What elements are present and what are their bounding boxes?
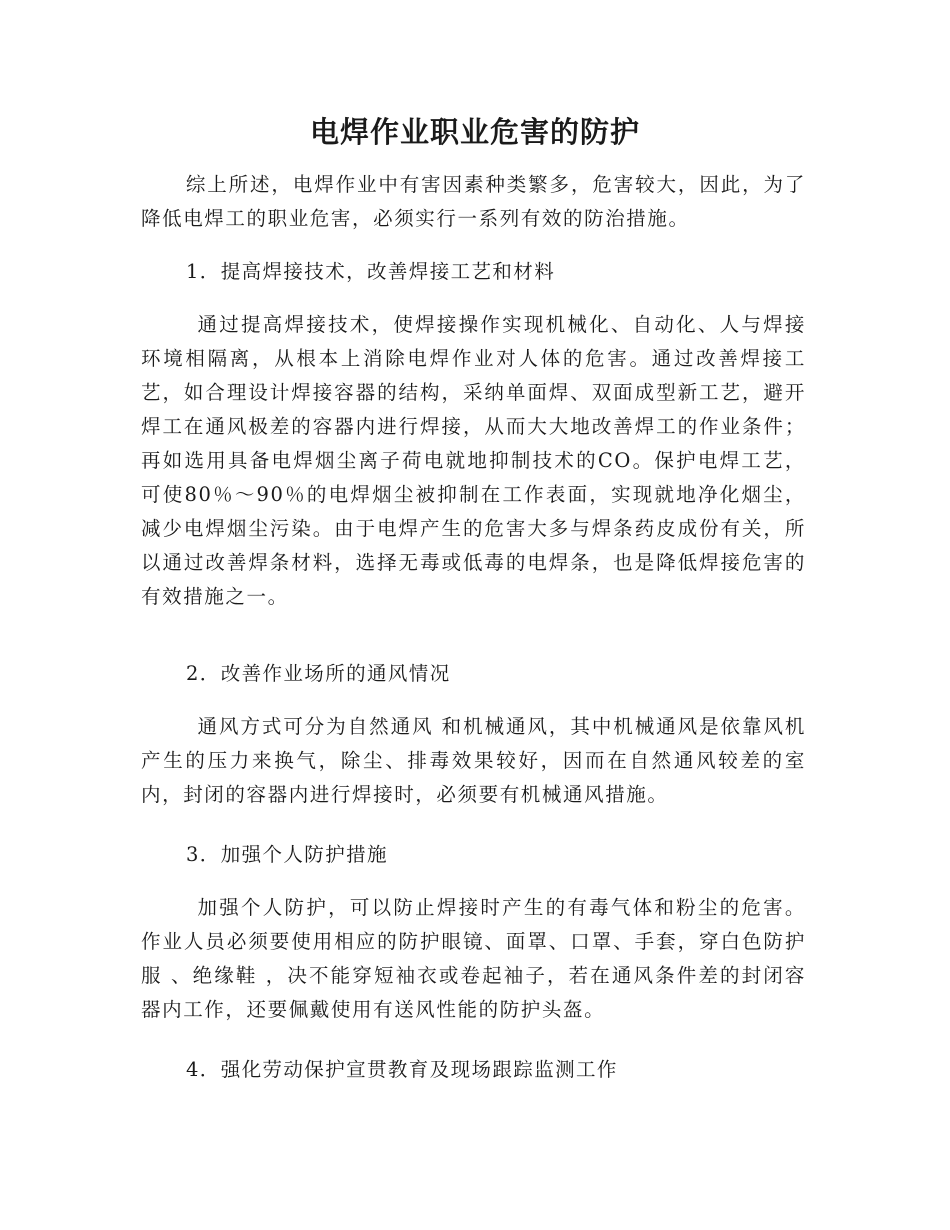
section-3-heading: 3．加强个人防护措施 [186, 843, 388, 866]
section-1-body: 通过提高焊接技术，使焊接操作实现机械化、自动化、人与焊接环境相隔离，从根本上消除电焊作业对人体的危害。通过改善焊接工艺，如合理设计焊接容器的结构，采纳单面焊、双面成型新工艺，避开焊工在通风极差的容器内进行焊接，从而大大地改善焊工的作业条件；再如选用具备电焊烟尘离子荷电就地抑制技术的CO。保护电焊工艺，可使80％～90％的电焊烟尘被抑制在工作表面，实现就地净化烟尘，减少电焊烟尘污染。由于电焊产生的危害大多与焊条药皮成份有关，所以通过改善焊条材料，选择无毒或低毒的电焊条，也是降低焊接危害的有效措施之一。 [141, 313, 806, 608]
intro-paragraph: 综上所述，电焊作业中有害因素种类繁多，危害较大，因此，为了降低电焊工的职业危害，必须实行一系列有效的防治措施。 [141, 173, 806, 230]
section-1-heading: 1．提高焊接技术，改善焊接工艺和材料 [186, 260, 556, 283]
section-2-heading: 2．改善作业场所的通风情况 [186, 662, 451, 685]
section-2-body: 通风方式可分为自然通风 和机械通风，其中机械通风是依靠风机产生的压力来换气，除尘、排毒效果较好，因而在自然通风较差的室内，封闭的容器内进行焊接时，必须要有机械通风措施。 [141, 715, 806, 806]
section-4-heading: 4．强化劳动保护宣贯教育及现场跟踪监测工作 [186, 1058, 618, 1081]
section-3-body: 加强个人防护，可以防止焊接时产生的有毒气体和粉尘的危害。作业人员必须要使用相应的防护眼镜、面罩、口罩、手套，穿白色防护服 、绝缘鞋 ，决不能穿短袖衣或卷起袖子，若在通风条件差的封闭容器内工作，还要佩戴使用有送风性能的防护头盔。 [141, 896, 806, 1021]
document-title: 电焊作业职业危害的防护 [309, 115, 640, 149]
